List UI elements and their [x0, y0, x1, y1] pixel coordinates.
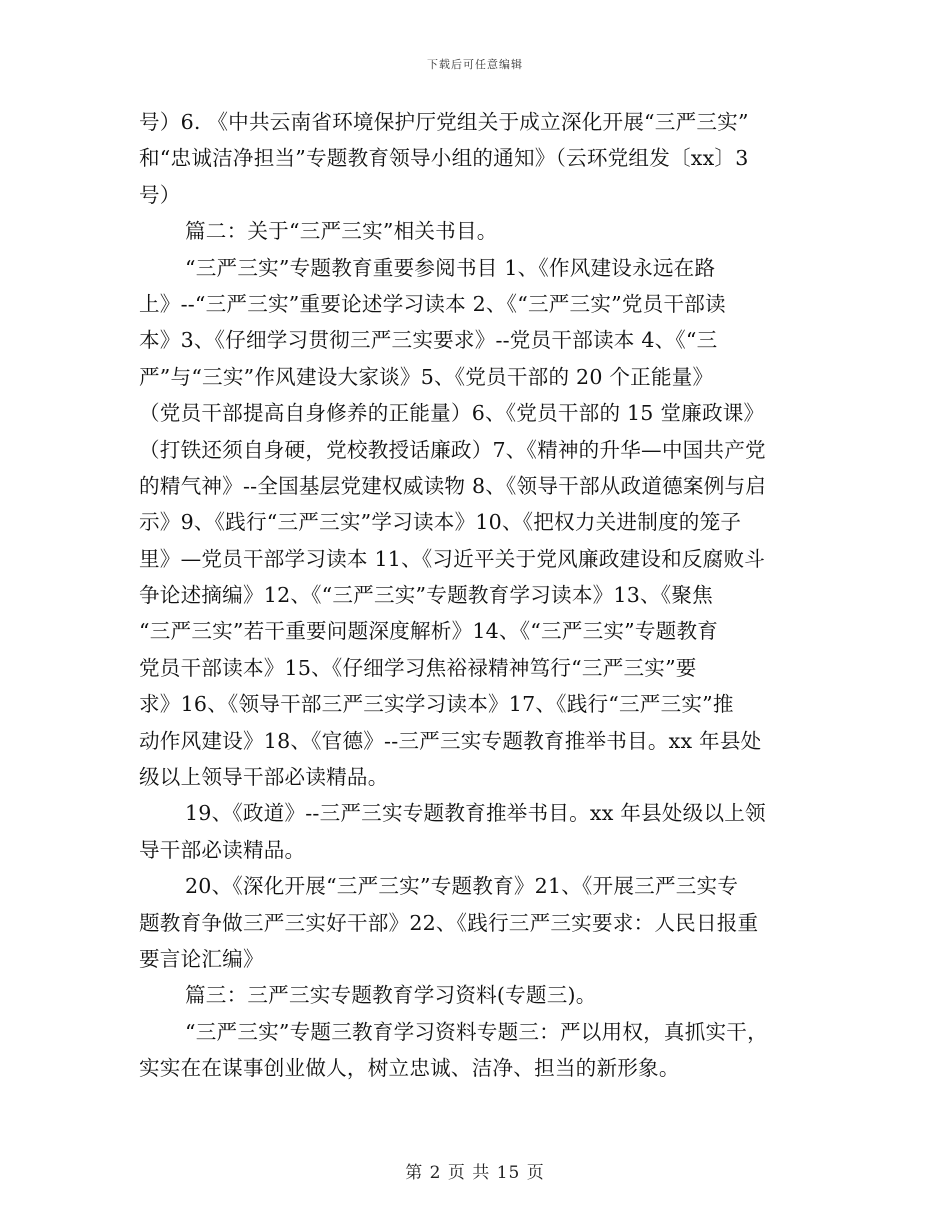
body-text	[139, 104, 811, 1087]
text-line: 篇三：三严三实专题教育学习资料(专题三)。	[185, 983, 597, 1008]
text-line: 求》16、《领导干部三严三实学习读本》17、《践行“三严三实”推	[139, 692, 734, 717]
text-line: 示》9、《践行“三严三实”学习读本》10、《把权力关进制度的笼子	[139, 510, 742, 535]
text-line: 里》—党员干部学习读本 11、《习近平关于党风廉政建设和反腐败斗	[139, 546, 766, 571]
text-line: 争论述摘编》12、《“三严三实”专题教育学习读本》13、《聚焦	[139, 583, 713, 608]
text-line: 导干部必读精品。	[139, 837, 306, 862]
text-line: 严”与“三实”作风建设大家谈》5、《党员干部的 20 个正能量》	[139, 364, 714, 389]
page-number: 第 2 页 共 15 页	[405, 1163, 545, 1183]
text-line: （党员干部提高自身修养的正能量）6、《党员干部的 15 堂廉政课》	[139, 401, 765, 426]
text-line: 党员干部读本》15、《仔细学习焦裕禄精神笃行“三严三实”要	[139, 655, 697, 680]
text-line: “三严三实”若干重要问题深度解析》14、《“三严三实”专题教育	[139, 619, 719, 644]
text-line: 号）	[139, 182, 181, 207]
header-note: 下载后可任意编辑	[427, 58, 523, 71]
text-line: 题教育争做三严三实好干部》22、《践行三严三实要求：人民日报重	[139, 910, 759, 935]
text-line: 和“忠诚洁净担当”专题教育领导小组的通知》（云环党组发〔xx〕3	[139, 146, 749, 171]
text-line: 要言论汇编》	[139, 946, 264, 971]
text-line: 的精气神》--全国基层党建权威读物 8、《领导干部从政道德案例与启	[139, 473, 767, 498]
text-line: 本》3、《仔细学习贯彻三严三实要求》--党员干部读本 4、《“三	[139, 328, 718, 353]
text-line: “三严三实”专题三教育学习资料专题三：严以用权，真抓实干，	[185, 1019, 768, 1044]
text-line: （打铁还须自身硬，党校教授话廉政）7、《精神的升华—中国共产党	[139, 437, 766, 462]
text-line: “三严三实”专题教育重要参阅书目 1、《作风建设永远在路	[185, 255, 716, 280]
text-line: 上》--“三严三实”重要论述学习读本 2、《“三严三实”党员干部读	[139, 291, 726, 316]
text-line: 19、《政道》--三严三实专题教育推举书目。xx 年县处级以上领	[185, 801, 766, 826]
text-line: 20、《深化开展“三严三实”专题教育》21、《开展三严三实专	[185, 874, 739, 899]
text-line: 动作风建设》18、《官德》--三严三实专题教育推举书目。xx 年县处	[139, 728, 762, 753]
text-line: 篇二：关于“三严三实”相关书目。	[185, 219, 498, 244]
text-line: 号）6. 《中共云南省环境保护厅党组关于成立深化开展“三严三实”	[139, 110, 749, 134]
text-line: 级以上领导干部必读精品。	[139, 765, 389, 790]
text-line: 实实在在谋事创业做人，树立忠诚、洁净、担当的新形象。	[139, 1056, 680, 1081]
